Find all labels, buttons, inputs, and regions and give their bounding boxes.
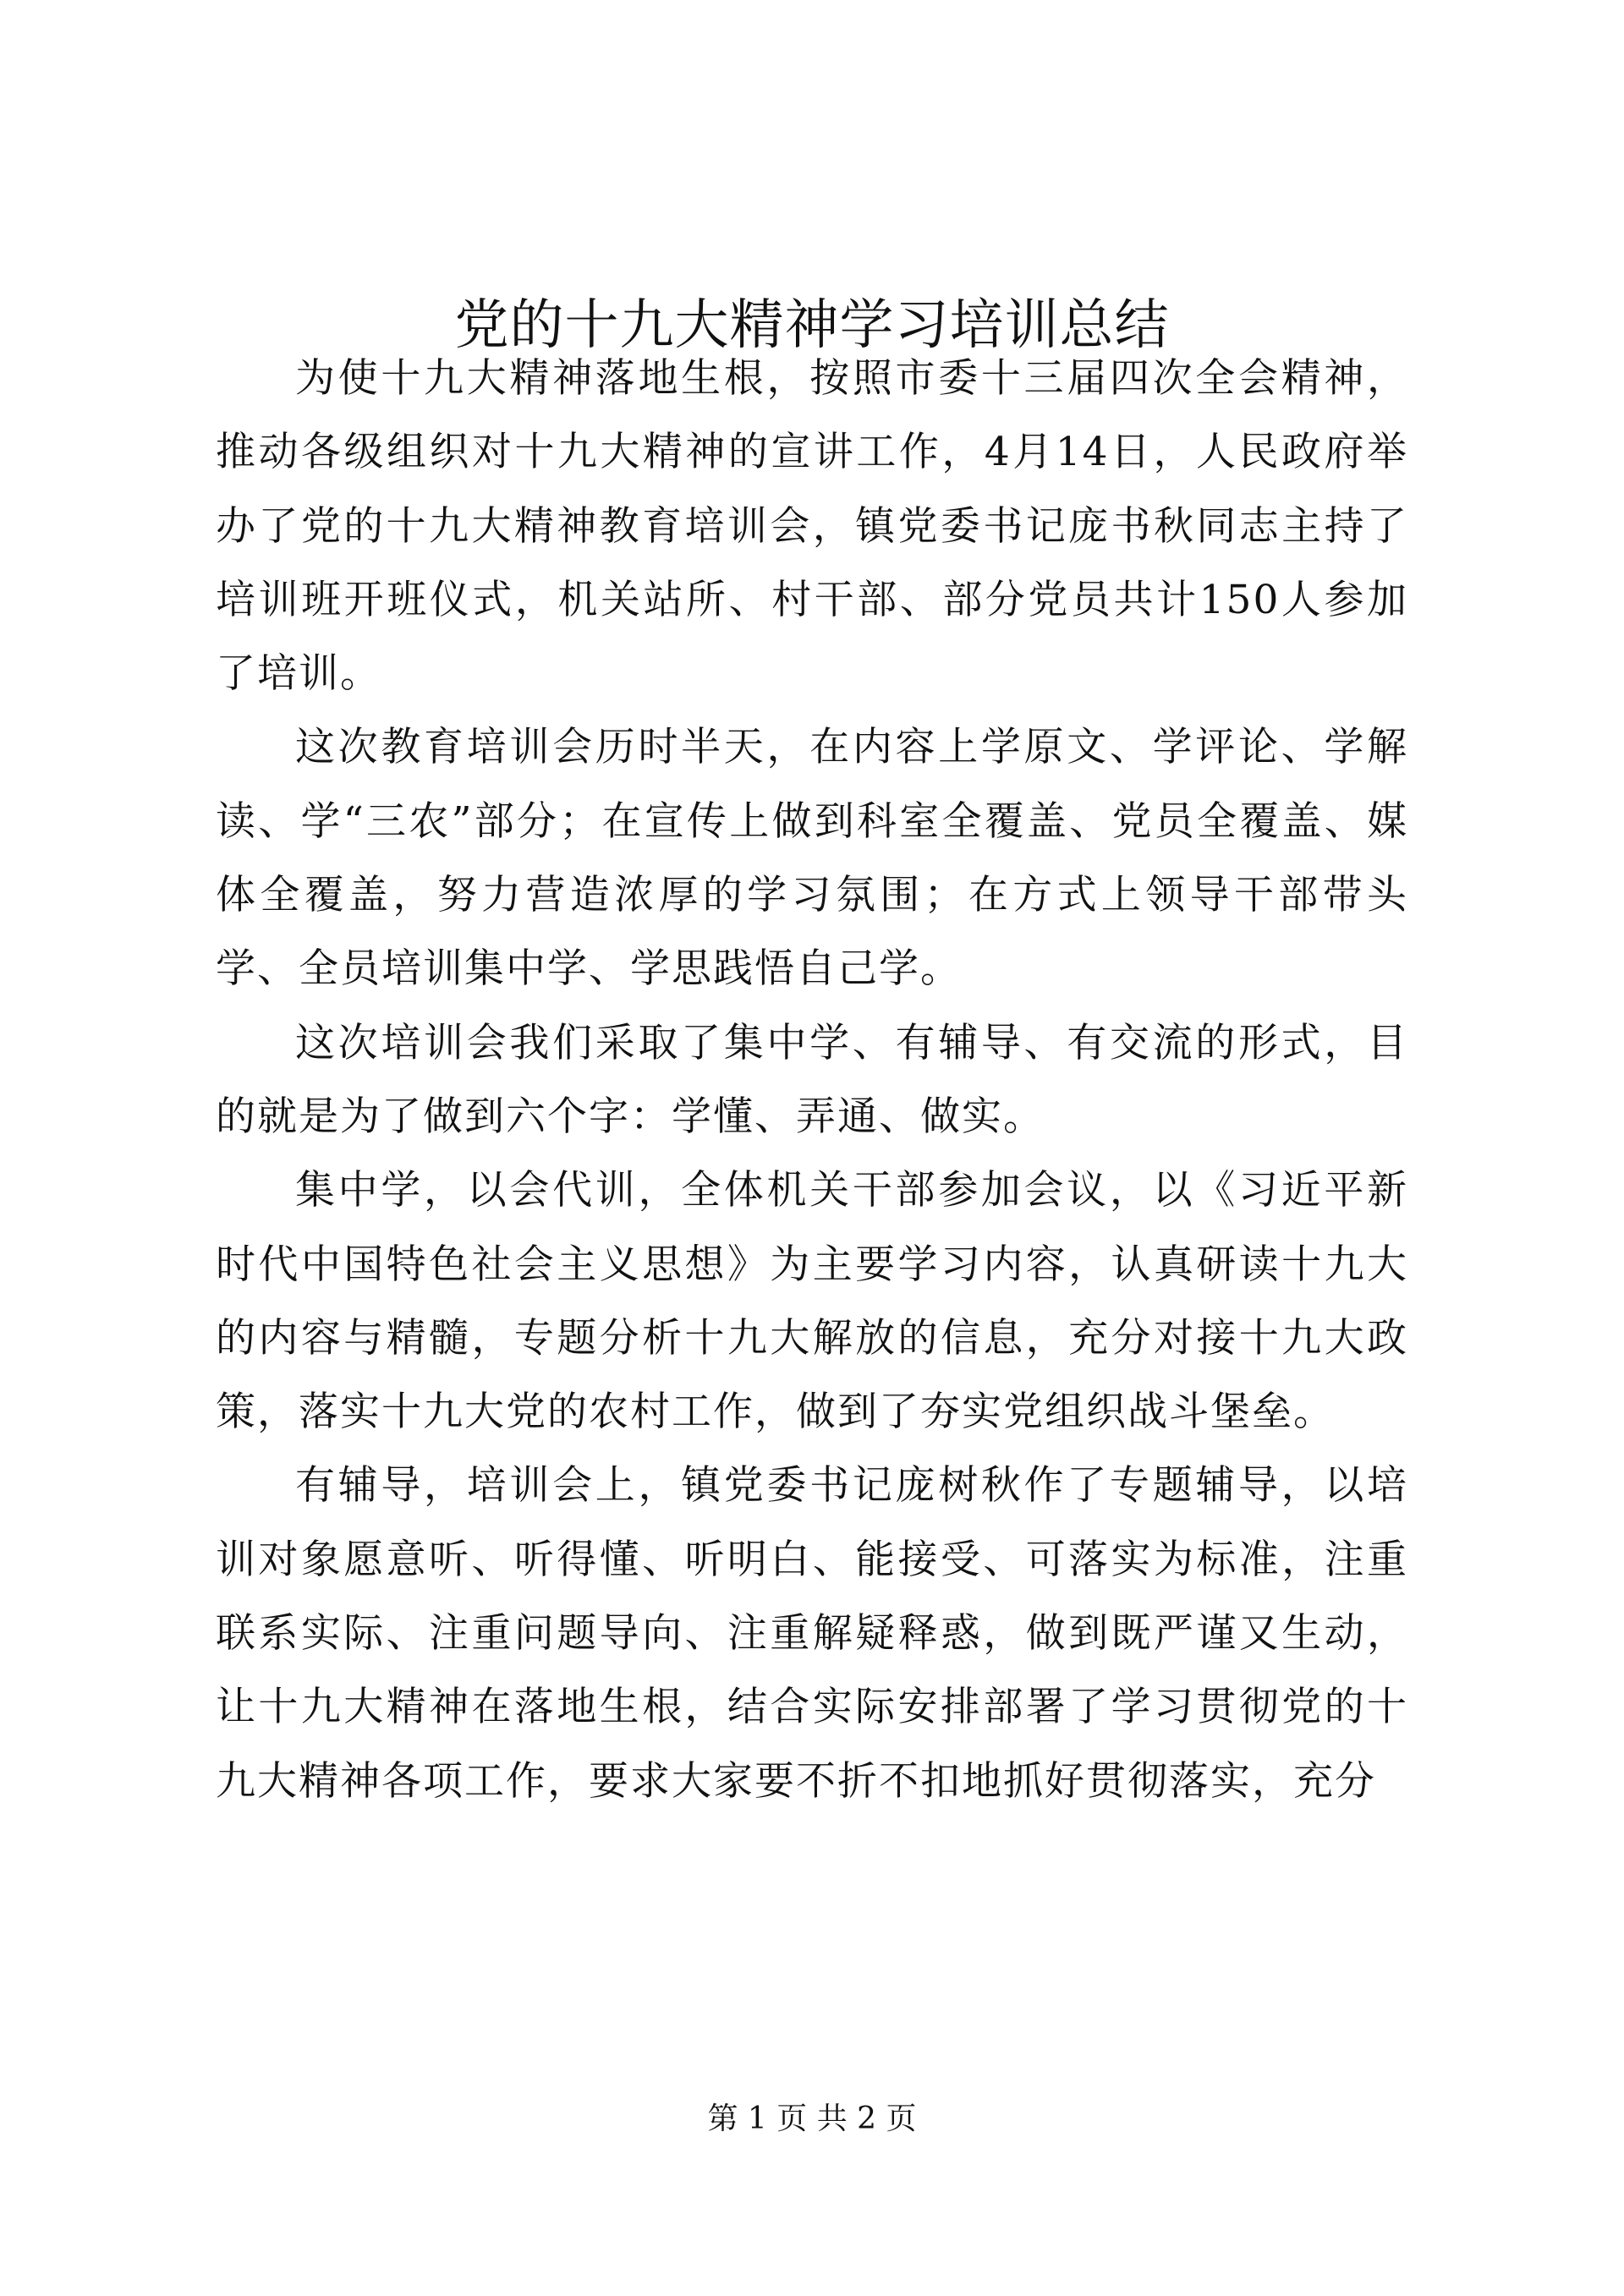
paragraph-3: 这次培训会我们采取了集中学、有辅导、有交流的形式，目的就是为了做到六个字：学懂、弄通、做实。: [216, 1019, 1408, 1140]
page-footer: 第 1 页 共 2 页: [707, 2101, 917, 2136]
document-body: [216, 342, 1408, 1818]
document-title: 党的十九大精神学习培训总结: [454, 294, 1170, 357]
paragraph-4: 集中学，以会代训，全体机关干部参加会议，以《习近平新时代中国特色社会主义思想》为主要学习内容，认真研读十九大的内容与精髓，专题分析十九大解放的信息，充分对接十九大政策，落实十九大党的农村工作，做到了夯实党组织战斗堡垒。: [216, 1167, 1408, 1436]
paragraph-5: 有辅导，培训会上，镇党委书记庞树秋作了专题辅导，以培训对象愿意听、听得懂、听明白、能接受、可落实为标准，注重联系实际、注重问题导向、注重解疑释惑，做到既严谨又生动，让十九大精神在落地生根，结合实际安排部署了学习贯彻党的十九大精神各项工作，要求大家要不折不扣地抓好贯彻落实，充分: [216, 1462, 1408, 1805]
paragraph-1: 为使十九大精神落地生根，按照市委十三届四次全会精神，推动各级组织对十九大精神的宣讲工作，4月14日，人民政府举办了党的十九大精神教育培训会，镇党委书记庞书秋同志主持了培训班开班仪式，机关站所、村干部、部分党员共计150人参加了培训。: [216, 355, 1408, 698]
paragraph-2: 这次教育培训会历时半天，在内容上学原文、学评论、学解读、学“三农”部分；在宣传上做到科室全覆盖、党员全覆盖、媒体全覆盖，努力营造浓厚的学习氛围；在方式上领导干部带头学、全员培训集中学、学思践悟自己学。: [216, 724, 1408, 993]
